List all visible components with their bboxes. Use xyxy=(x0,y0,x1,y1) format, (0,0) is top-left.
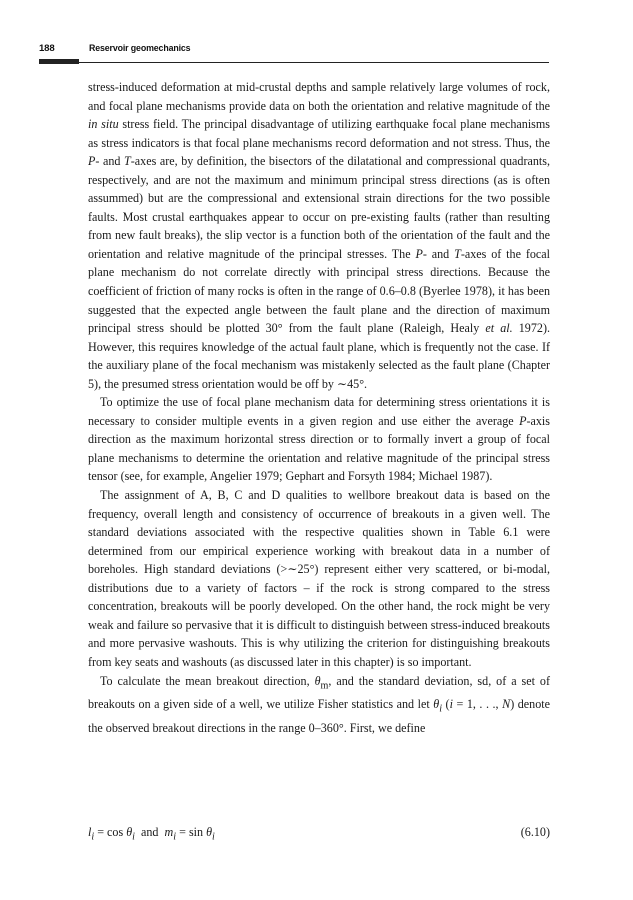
page-header xyxy=(39,43,549,57)
running-title: Reservoir geomechanics xyxy=(89,43,191,54)
paragraph-3: The assignment of A, B, C and D qualities to wellbore breakout data is based on the frequency, overall length and consistency of occurrence of breakouts in a given well. The standard deviations associated with the respective qualities shown in Table 6.1 were determined from our empirical experience working with breakout data in a number of boreholes. High standard deviations (>∼25°) represent either very scattered, or bi-modal, distributions due to a variety of factors – if the rock is strong compared to the stress concentration, breakouts will be poorly developed. On the other hand, the rock might be very weak and failure so pervasive that it is difficult to distinguish between stress-induced breakouts and more pervasive washouts. This is why utilizing the criterion for distinguishing breakouts from key seats and washouts (as discussed later in this chapter) is so important. xyxy=(88,488,550,669)
body-text xyxy=(88,78,550,738)
equation-body: $l_i = \cos \theta_i$ and $m_i = \sin \theta_i$ xyxy=(88,825,215,843)
paragraph-1: stress-induced deformation at mid-crustal depths and sample relatively large volumes of rock, and focal plane mechanisms provide data on both the orientation and relative magnitude of the in situ stress field. The principal disadvantage of utilizing earthquake focal plane mechanisms as stress indicators is that focal plane mechanisms record deformation and not stress. Thus, the P- and T-axes are, by definition, the bisectors of the dilatational and compressional quadrants, respectively, and are not the maximum and minimum principal stress directions (as is often assummed) but are the compressional and extensional strain directions for the two possible faults. Most crustal earthquakes appear to occur on pre-existing faults (rather than resulting from new fault breaks), the slip vector is a function both of the orientation of the fault and the orientation and relative magnitude of the principal stresses. The P- and T-axes of the focal plane mechanism do not correlate directly with principal stress directions. Because the coefficient of friction of many rocks is often in the range of 0.6–0.8 (Byerlee 1978), it has been suggested that the expected angle between the fault plane and the direction of maximum principal stress should be plotted 30° from the fault plane (Raleigh, Healy et al. 1972). However, this requires knowledge of the actual fault plane, which is frequently not the case. If the auxiliary plane of the focal mechanism was mistakenly selected as the fault plane (Chapter 5), the presumed stress orientation would be off by ∼45°. xyxy=(88,80,551,391)
paragraph-2: To optimize the use of focal plane mechanism data for determining stress orientations it is necessary to consider multiple events in a given region and use either the average P-axis direction as the maximum horizontal stress direction or to formally invert a group of focal plane mechanisms to determine the orientation and relative magnitude of the principal stress tensor (see, for example, Angelier 1979; Gephart and Forsyth 1984; Michael 1987). xyxy=(88,395,550,484)
equation-number: (6.10) xyxy=(520,825,550,839)
paragraph-4: To calculate the mean breakout direction, $\theta_m$, and the standard deviation, sd, of a set of breakouts on a given side of a well, we utilize Fisher statistics and let $\theta_i$ (i = 1, . . ., N) denote the observed breakout directions in the range 0–360°. First, we define xyxy=(88,673,550,736)
header-rule xyxy=(39,62,549,63)
page-number: 188 xyxy=(39,43,55,54)
